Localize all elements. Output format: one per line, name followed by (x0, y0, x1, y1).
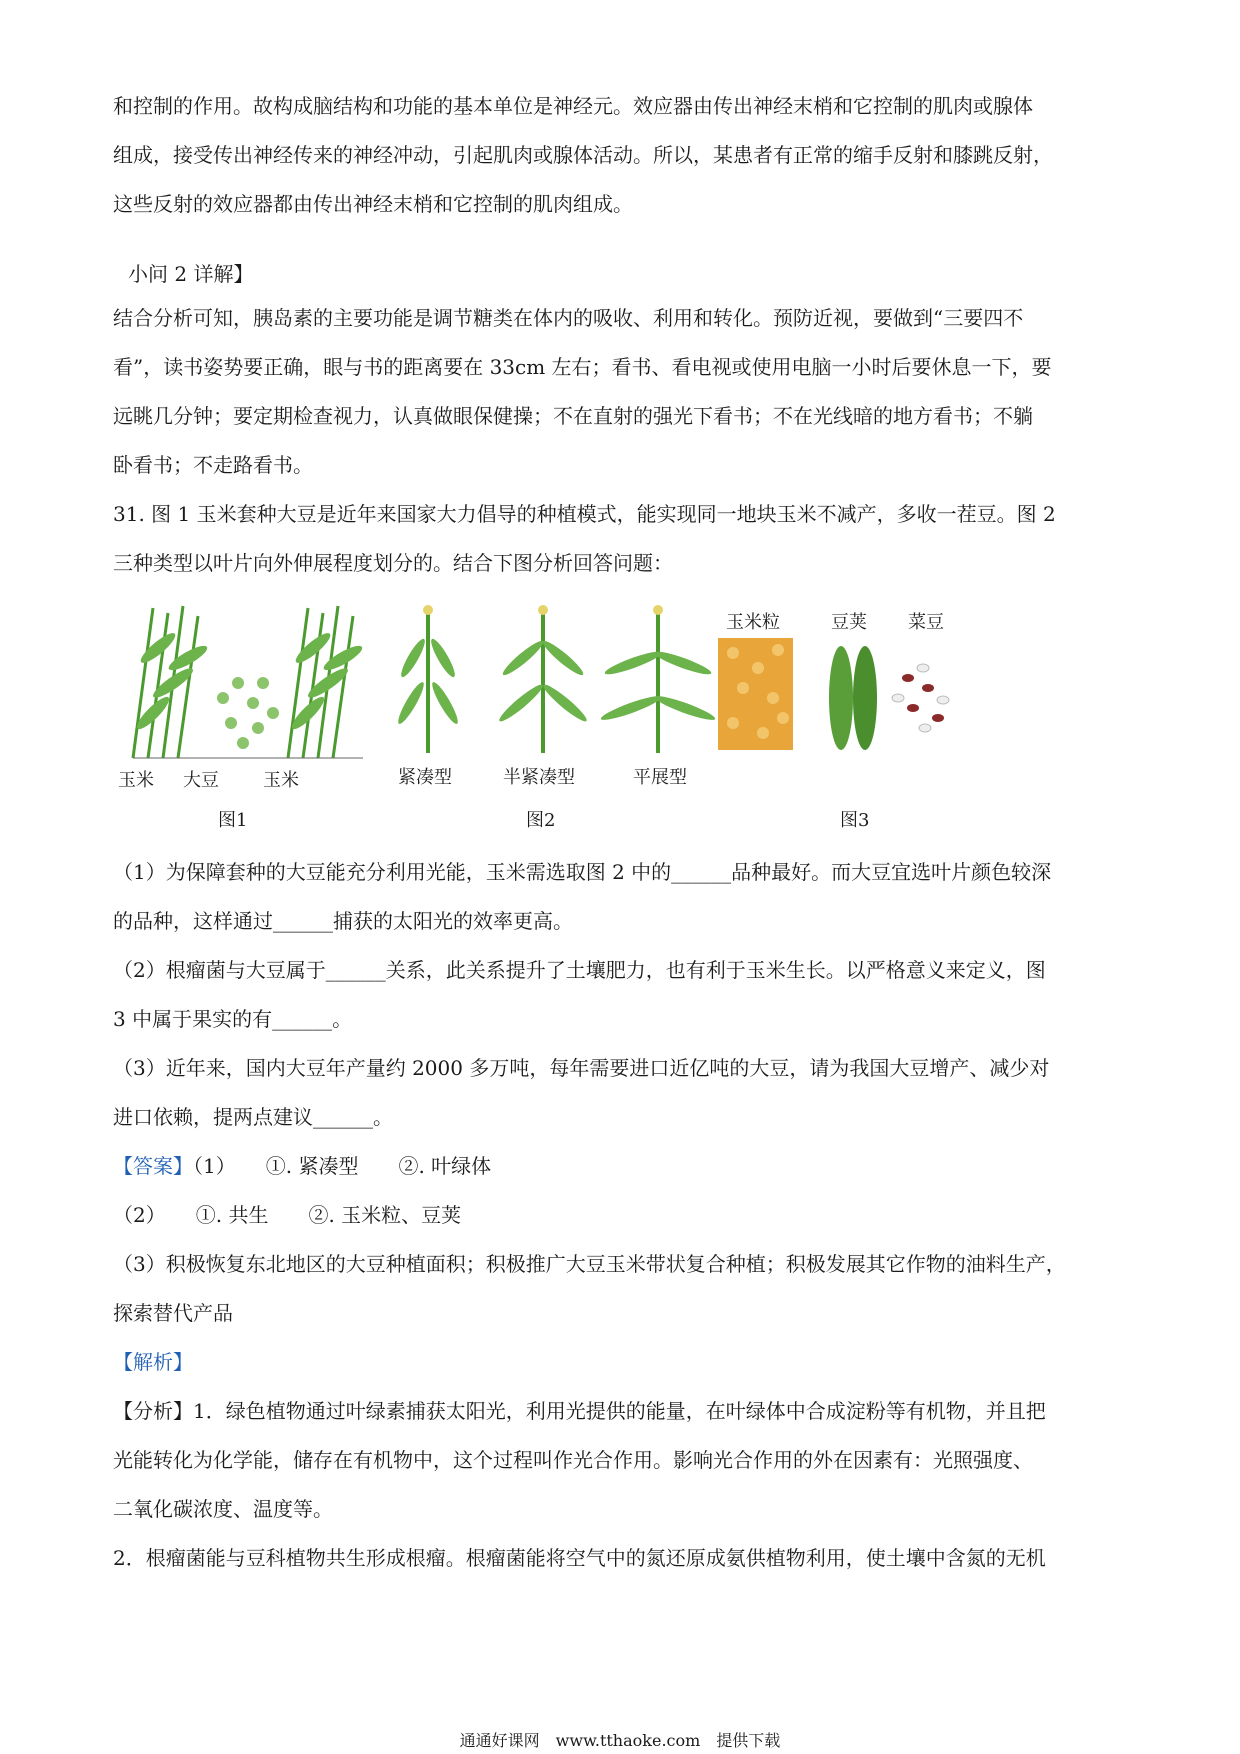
text-line: 看”，读书姿势要正确，眼与书的距离要在 33cm 左右；看书、看电视或使用电脑一小时后要休息一下，要 (113, 355, 1052, 379)
question-figure (113, 588, 973, 838)
text-line: （3）近年来，国内大豆年产量约 2000 多万吨，每年需要进口近亿吨的大豆，请为我国大豆增产、减少对 (113, 1056, 1050, 1080)
paragraph-insulin-myopia (113, 294, 1133, 490)
answer-label: 【答案】 (113, 1154, 193, 1178)
text-line: 3 中属于果实的有______。 (113, 1007, 353, 1031)
fig3-label-kernels: 玉米粒 (726, 612, 780, 633)
fig3-label-pods: 豆荚 (831, 612, 867, 633)
question-31-part-1 (113, 848, 1133, 946)
text-line: 的品种，这样通过______捕获的太阳光的效率更高。 (113, 909, 573, 933)
fig2-label-semicompact: 半紧凑型 (503, 767, 575, 788)
paragraph-effector (113, 82, 1133, 229)
text-line: （1）为保障套种的大豆能充分利用光能，玉米需选取图 2 中的______品种最好。而大豆宜选叶片颜色较深 (113, 860, 1052, 884)
subquestion-2-heading (128, 250, 1148, 299)
fig3-caption: 图3 (840, 810, 870, 831)
text-line: 结合分析可知，胰岛素的主要功能是调节糖类在体内的吸收、利用和转化。预防近视，要做到“三要四不 (113, 306, 1024, 330)
fig1-caption: 图1 (218, 810, 248, 831)
text-line: 卧看书；不走路看书。 (113, 453, 313, 477)
text-line: 三种类型以叶片向外伸展程度划分的。结合下图分析回答问题： (113, 551, 673, 575)
text-line: 【分析】1．绿色植物通过叶绿素捕获太阳光，利用光提供的能量，在叶绿体中合成淀粉等有机物，并且把 (113, 1399, 1046, 1423)
page-footer: 通通好课网 www.tthaoke.com 提供下载 (459, 1731, 781, 1750)
text-line: 二氧化碳浓度、温度等。 (113, 1497, 333, 1521)
fig3-seeds-fruits (718, 638, 949, 750)
question-31-part-2 (113, 946, 1133, 1044)
text-line: 远眺几分钟；要定期检查视力，认真做眼保健操；不在直射的强光下看书；不在光线暗的地方看书；不躺 (113, 404, 1033, 428)
fig2-caption: 图2 (526, 810, 556, 831)
answer-line-4: 探索替代产品 (113, 1301, 233, 1325)
answer-text: （1） ①. 紧凑型 ②. 叶绿体 (193, 1154, 492, 1178)
text-line: 组成，接受传出神经传来的神经冲动，引起肌肉或腺体活动。所以，某患者有正常的缩手反射和膝跳反射， (113, 143, 1053, 167)
heading-text: 小问 2 详解】 (128, 262, 254, 286)
text-line: 这些反射的效应器都由传出神经末梢和它控制的肌肉组成。 (113, 192, 633, 216)
fig1-label-corn-left: 玉米 (118, 770, 154, 791)
fig1-label-soybean: 大豆 (183, 770, 219, 791)
text-line: 和控制的作用。故构成脑结构和功能的基本单位是神经元。效应器由传出神经末梢和它控制的肌肉或腺体 (113, 94, 1033, 118)
fig2-label-flat: 平展型 (633, 767, 687, 788)
answer-line-2: （2） ①. 共生 ②. 玉米粒、豆荚 (113, 1203, 462, 1227)
analysis-paragraph (113, 1387, 1133, 1583)
question-31-part-3 (113, 1044, 1133, 1142)
text-line: 2．根瘤菌能与豆科植物共生形成根瘤。根瘤菌能将空气中的氮还原成氨供植物利用，使土壤中含氮的无机 (113, 1546, 1046, 1570)
answer-line-3: （3）积极恢复东北地区的大豆种植面积；积极推广大豆玉米带状复合种植；积极发展其它作物的油料生产， (113, 1252, 1066, 1276)
text-line: 进口依赖，提两点建议______。 (113, 1105, 393, 1129)
question-31-stem (113, 490, 1133, 588)
analysis-label-text: 【解析】 (113, 1350, 193, 1374)
text-line: 光能转化为化学能，储存在有机物中，这个过程叫作光合作用。影响光合作用的外在因素有：光照强度、 (113, 1448, 1033, 1472)
fig2-label-compact: 紧凑型 (398, 767, 452, 788)
fig3-label-beans: 菜豆 (908, 612, 944, 633)
fig1-intercropping (133, 606, 365, 758)
answer-line-1 (113, 1142, 1133, 1191)
analysis-label (113, 1338, 1133, 1387)
fig2-corn-types (395, 605, 717, 753)
answer-block (113, 1142, 1133, 1338)
text-line: （2）根瘤菌与大豆属于______关系，此关系提升了土壤肥力，也有利于玉米生长。以严格意义来定义，图 (113, 958, 1046, 982)
fig1-label-corn-right: 玉米 (263, 770, 299, 791)
text-line: 31. 图 1 玉米套种大豆是近年来国家大力倡导的种植模式，能实现同一地块玉米不减产，多收一茬豆。图 2 (113, 502, 1056, 526)
